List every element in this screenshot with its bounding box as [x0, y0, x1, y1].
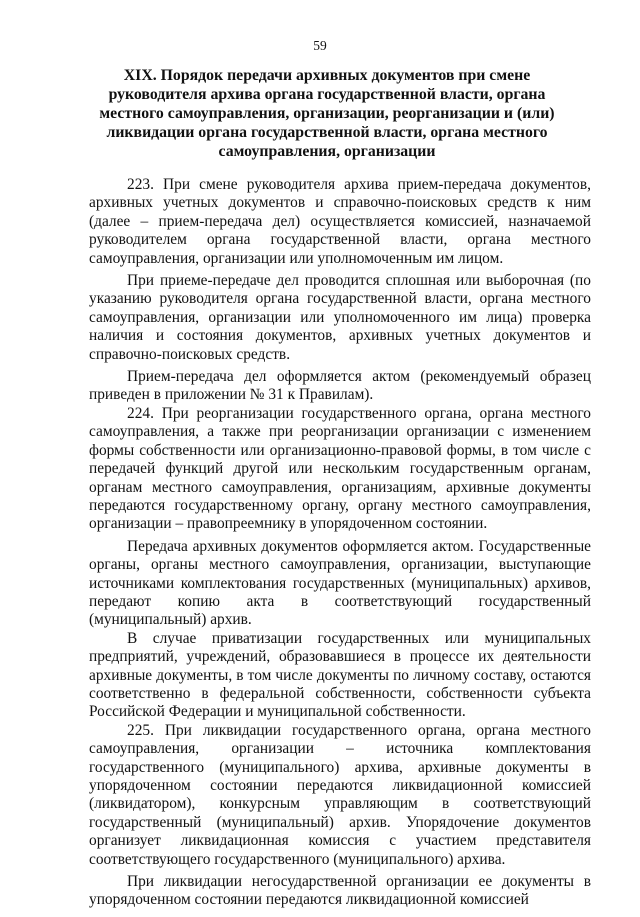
paragraph-non-state-liquidation: При ликвидации негосударственной организации ее документы в упорядоченном состоянии передаются ликвидационной комиссией	[89, 873, 591, 909]
paragraph-224: 224. При реорганизации государственного органа, органа местного самоуправления, а также при реорганизации организации с изменением формы собственности или организационно-правовой формы, в том числе с передачей функций другой или нескольким государственным органам, органам местного самоуправления, организациям, архивные документы передаются государственному органу, органу местного самоуправления, организации – правопреемнику в упорядоченном состоянии.	[89, 404, 591, 533]
paragraph-privatization: В случае приватизации государственных или муниципальных предприятий, учреждений, образовавшиеся в процессе их деятельности архивные документы, в том числе документы по личному составу, остаются соответственно в федеральной собственности, собственности субъекта Российской Федерации и муниципальной собственности.	[89, 629, 591, 721]
paragraph-transfer-act: Передача архивных документов оформляется актом. Государственные органы, органы местного самоуправления, организации, выступающие источниками комплектования государственных (муниципальных) архивов, передают копию акта в соответствующий государственный (муниципальный) архив.	[89, 537, 591, 629]
paragraph-223: 223. При смене руководителя архива прием-передача документов, архивных учетных документов и справочно-поисковых средств к ним (далее – прием-передача дел) осуществляется комиссией, назначаемой руководителем органа государственной власти, органа местного самоуправления, организации или уполномоченным им лицом.	[89, 176, 591, 267]
page-number: 59	[313, 38, 327, 53]
paragraph-act: Прием-передача дел оформляется актом (рекомендуемый образец приведен в приложении № 31 к Правилам).	[89, 368, 591, 404]
document-body	[89, 176, 591, 910]
section-heading: XIX. Порядок передачи архивных документов при смене руководителя архива органа государственной власти, органа местного самоуправления, организации, реорганизации и (или) ликвидации органа государственной власти, органа местного самоуправления, организации	[99, 67, 555, 160]
paragraph-inspection: При приеме-передаче дел проводится сплошная или выборочная (по указанию руководителя органа государственной власти, органа местного самоуправления, организации или уполномоченного им лица) проверка наличия и состояния документов, архивных учетных документов и справочно-поисковых средств.	[89, 272, 591, 363]
paragraph-225: 225. При ликвидации государственного органа, органа местного самоуправления, организации – источника комплектования государственного (муниципального) архива, архивные документы в упорядоченном состоянии передаются ликвидационной комиссией (ликвидатором), конкурсным управляющим в соответствующий государственный (муниципальный) архив. Упорядочение документов организует ликвидационная комиссия с участием представителя соответствующего государственного (муниципального) архива.	[89, 721, 591, 868]
